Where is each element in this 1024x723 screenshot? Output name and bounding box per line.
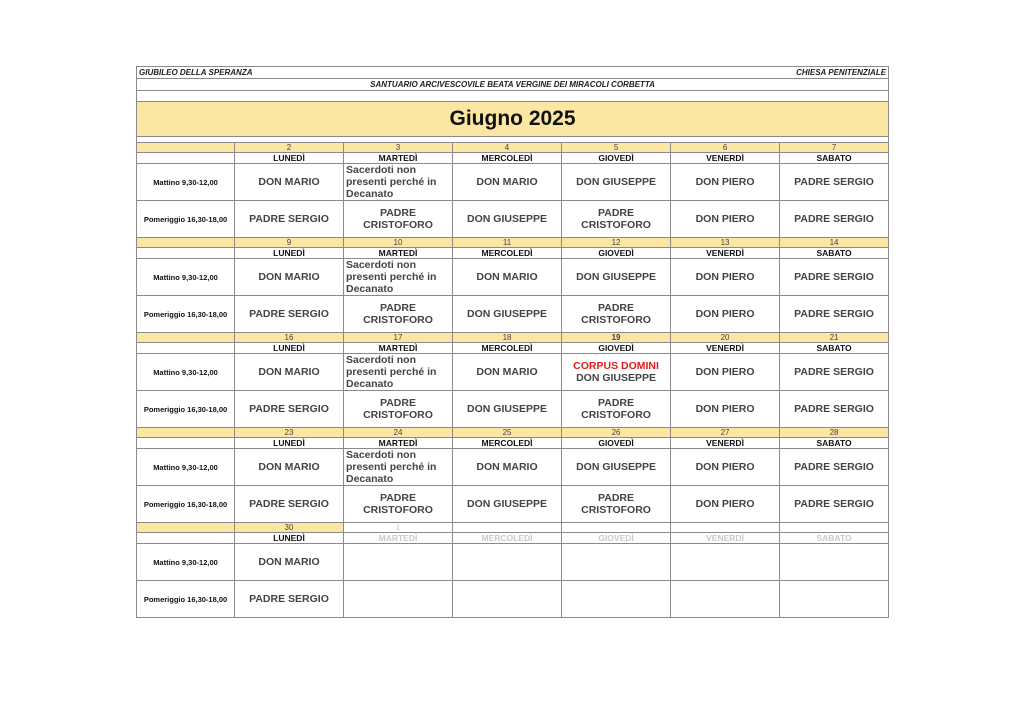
day-name-faded: SABATO xyxy=(780,533,889,544)
day-number: 3 xyxy=(344,143,453,153)
empty-cell xyxy=(780,544,889,581)
empty-cell xyxy=(453,544,562,581)
afternoon-label: Pomeriggio 16,30-18,00 xyxy=(137,296,235,333)
afternoon-label: Pomeriggio 16,30-18,00 xyxy=(137,201,235,238)
day-number: 17 xyxy=(344,333,453,343)
holiday-day-number: 19 xyxy=(562,333,671,343)
morning-label: Mattino 9,30-12,00 xyxy=(137,449,235,486)
priest-cell: PADRE CRISTOFORO xyxy=(562,201,671,238)
schedule-table xyxy=(136,66,889,618)
day-name-faded: MERCOLEDÌ xyxy=(453,533,562,544)
priest-cell: PADRE CRISTOFORO xyxy=(562,486,671,523)
priest-cell: DON GIUSEPPE xyxy=(453,486,562,523)
day-name: SABATO xyxy=(780,153,889,164)
week-2-morning xyxy=(137,259,889,296)
priest-cell: DON PIERO xyxy=(671,449,780,486)
day-number: 7 xyxy=(780,143,889,153)
morning-label: Mattino 9,30-12,00 xyxy=(137,354,235,391)
day-name: VENERDÌ xyxy=(671,343,780,354)
priest-name: DON GIUSEPPE xyxy=(576,372,657,384)
empty-cell xyxy=(453,581,562,618)
priest-cell: Sacerdoti non presenti perché in Decanato xyxy=(344,164,453,201)
priest-cell: DON MARIO xyxy=(235,259,344,296)
week-4-daynums xyxy=(137,428,889,438)
morning-label: Mattino 9,30-12,00 xyxy=(137,259,235,296)
day-number: 25 xyxy=(453,428,562,438)
priest-cell: DON GIUSEPPE xyxy=(562,449,671,486)
week-2-afternoon xyxy=(137,296,889,333)
day-number: 26 xyxy=(562,428,671,438)
month-title: Giugno 2025 xyxy=(137,102,889,137)
day-name: MERCOLEDÌ xyxy=(453,438,562,449)
priest-cell: PADRE CRISTOFORO xyxy=(344,486,453,523)
day-number: 30 xyxy=(235,523,344,533)
week-3-daynums xyxy=(137,333,889,343)
priest-cell: DON MARIO xyxy=(453,354,562,391)
corner-cell xyxy=(137,143,235,153)
week-5-morning xyxy=(137,544,889,581)
corner-cell xyxy=(137,333,235,343)
week-2-daynames xyxy=(137,248,889,259)
priest-cell: DON PIERO xyxy=(671,354,780,391)
day-number: 16 xyxy=(235,333,344,343)
priest-cell: PADRE SERGIO xyxy=(780,354,889,391)
holiday-label: CORPUS DOMINI xyxy=(573,360,659,372)
corner-cell xyxy=(137,533,235,544)
priest-cell: PADRE SERGIO xyxy=(780,449,889,486)
day-number: 24 xyxy=(344,428,453,438)
day-name: MERCOLEDÌ xyxy=(453,343,562,354)
week-5-afternoon xyxy=(137,581,889,618)
priest-cell: Sacerdoti non presenti perché in Decanato xyxy=(344,354,453,391)
day-number: 4 xyxy=(453,143,562,153)
corner-cell xyxy=(137,343,235,354)
week-1-morning xyxy=(137,164,889,201)
day-name: MERCOLEDÌ xyxy=(453,153,562,164)
priest-cell: PADRE CRISTOFORO xyxy=(344,201,453,238)
priest-cell: PADRE SERGIO xyxy=(235,391,344,428)
afternoon-label: Pomeriggio 16,30-18,00 xyxy=(137,486,235,523)
priest-cell: DON GIUSEPPE xyxy=(562,259,671,296)
priest-cell: DON GIUSEPPE xyxy=(453,201,562,238)
day-number: 11 xyxy=(453,238,562,248)
day-name: SABATO xyxy=(780,343,889,354)
week-1-daynums xyxy=(137,143,889,153)
priest-cell: DON GIUSEPPE xyxy=(562,164,671,201)
church-title: CHIESA PENITENZIALE xyxy=(562,67,889,79)
sanctuary-title: SANTUARIO ARCIVESCOVILE BEATA VERGINE DEI MIRACOLI CORBETTA xyxy=(137,79,889,91)
priest-cell: DON MARIO xyxy=(235,449,344,486)
priest-cell: DON GIUSEPPE xyxy=(453,296,562,333)
day-name: LUNEDÌ xyxy=(235,248,344,259)
week-4-afternoon xyxy=(137,486,889,523)
week-4-morning xyxy=(137,449,889,486)
week-2-daynums xyxy=(137,238,889,248)
priest-cell: Sacerdoti non presenti perché in Decanato xyxy=(344,449,453,486)
empty-cell xyxy=(562,523,671,533)
day-number: 6 xyxy=(671,143,780,153)
day-name: GIOVEDÌ xyxy=(562,438,671,449)
week-3-afternoon xyxy=(137,391,889,428)
day-number: 14 xyxy=(780,238,889,248)
priest-cell: PADRE SERGIO xyxy=(235,581,344,618)
afternoon-label: Pomeriggio 16,30-18,00 xyxy=(137,391,235,428)
schedule-sheet xyxy=(136,66,888,618)
day-number: 20 xyxy=(671,333,780,343)
day-number-next-month: 1 xyxy=(344,523,453,533)
priest-cell: PADRE SERGIO xyxy=(780,259,889,296)
corner-cell xyxy=(137,438,235,449)
empty-cell xyxy=(344,544,453,581)
corner-cell xyxy=(137,153,235,164)
day-number: 5 xyxy=(562,143,671,153)
corner-cell xyxy=(137,523,235,533)
day-number: 28 xyxy=(780,428,889,438)
day-name: LUNEDÌ xyxy=(235,153,344,164)
day-name: GIOVEDÌ xyxy=(562,153,671,164)
corner-cell xyxy=(137,238,235,248)
day-name: SABATO xyxy=(780,438,889,449)
day-name: MARTEDÌ xyxy=(344,248,453,259)
priest-cell: PADRE SERGIO xyxy=(780,391,889,428)
day-number: 2 xyxy=(235,143,344,153)
priest-cell: PADRE SERGIO xyxy=(780,486,889,523)
week-5-daynames xyxy=(137,533,889,544)
day-name-faded: GIOVEDÌ xyxy=(562,533,671,544)
corner-cell xyxy=(137,248,235,259)
day-name: SABATO xyxy=(780,248,889,259)
day-number: 13 xyxy=(671,238,780,248)
day-name-faded: VENERDÌ xyxy=(671,533,780,544)
day-name: MERCOLEDÌ xyxy=(453,248,562,259)
priest-cell: PADRE CRISTOFORO xyxy=(562,391,671,428)
corner-cell xyxy=(137,428,235,438)
empty-cell xyxy=(671,544,780,581)
empty-cell xyxy=(562,544,671,581)
day-name: GIOVEDÌ xyxy=(562,248,671,259)
priest-cell: Sacerdoti non presenti perché in Decanato xyxy=(344,259,453,296)
empty-cell xyxy=(671,523,780,533)
day-name: LUNEDÌ xyxy=(235,343,344,354)
day-name: MARTEDÌ xyxy=(344,153,453,164)
priest-cell: PADRE SERGIO xyxy=(235,486,344,523)
priest-cell: DON PIERO xyxy=(671,391,780,428)
spacer-row xyxy=(137,91,889,102)
day-number: 23 xyxy=(235,428,344,438)
week-1-daynames xyxy=(137,153,889,164)
day-number: 9 xyxy=(235,238,344,248)
day-name: GIOVEDÌ xyxy=(562,343,671,354)
day-name: MARTEDÌ xyxy=(344,343,453,354)
priest-cell: PADRE SERGIO xyxy=(235,296,344,333)
morning-label: Mattino 9,30-12,00 xyxy=(137,164,235,201)
priest-cell: PADRE CRISTOFORO xyxy=(562,296,671,333)
empty-cell xyxy=(671,581,780,618)
priest-cell: DON GIUSEPPE xyxy=(453,391,562,428)
week-3-morning xyxy=(137,354,889,391)
day-name: VENERDÌ xyxy=(671,248,780,259)
day-name: VENERDÌ xyxy=(671,438,780,449)
priest-cell: DON MARIO xyxy=(453,449,562,486)
day-name: LUNEDÌ xyxy=(235,438,344,449)
empty-cell xyxy=(453,523,562,533)
priest-cell: DON MARIO xyxy=(235,544,344,581)
day-number: 12 xyxy=(562,238,671,248)
day-name: MARTEDÌ xyxy=(344,438,453,449)
priest-cell: DON MARIO xyxy=(453,259,562,296)
week-1-afternoon xyxy=(137,201,889,238)
morning-label: Mattino 9,30-12,00 xyxy=(137,544,235,581)
week-4-daynames xyxy=(137,438,889,449)
holiday-cell xyxy=(562,354,671,391)
priest-cell: DON MARIO xyxy=(235,164,344,201)
priest-cell: DON PIERO xyxy=(671,486,780,523)
empty-cell xyxy=(780,523,889,533)
priest-cell: PADRE SERGIO xyxy=(780,201,889,238)
priest-cell: DON PIERO xyxy=(671,164,780,201)
week-3-daynames xyxy=(137,343,889,354)
priest-cell: DON MARIO xyxy=(453,164,562,201)
empty-cell xyxy=(562,581,671,618)
priest-cell: PADRE SERGIO xyxy=(780,164,889,201)
afternoon-label: Pomeriggio 16,30-18,00 xyxy=(137,581,235,618)
priest-cell: PADRE SERGIO xyxy=(235,201,344,238)
priest-cell: DON PIERO xyxy=(671,259,780,296)
day-number: 10 xyxy=(344,238,453,248)
priest-cell: DON PIERO xyxy=(671,201,780,238)
priest-cell: PADRE CRISTOFORO xyxy=(344,296,453,333)
priest-cell: DON MARIO xyxy=(235,354,344,391)
empty-cell xyxy=(344,581,453,618)
priest-cell: DON PIERO xyxy=(671,296,780,333)
empty-cell xyxy=(780,581,889,618)
priest-cell: PADRE SERGIO xyxy=(780,296,889,333)
day-name: LUNEDÌ xyxy=(235,533,344,544)
week-5-daynums xyxy=(137,523,889,533)
day-number: 21 xyxy=(780,333,889,343)
jubilee-title: GIUBILEO DELLA SPERANZA xyxy=(137,67,562,79)
day-name-faded: MARTEDÌ xyxy=(344,533,453,544)
priest-cell: PADRE CRISTOFORO xyxy=(344,391,453,428)
day-number: 18 xyxy=(453,333,562,343)
day-number: 27 xyxy=(671,428,780,438)
day-name: VENERDÌ xyxy=(671,153,780,164)
